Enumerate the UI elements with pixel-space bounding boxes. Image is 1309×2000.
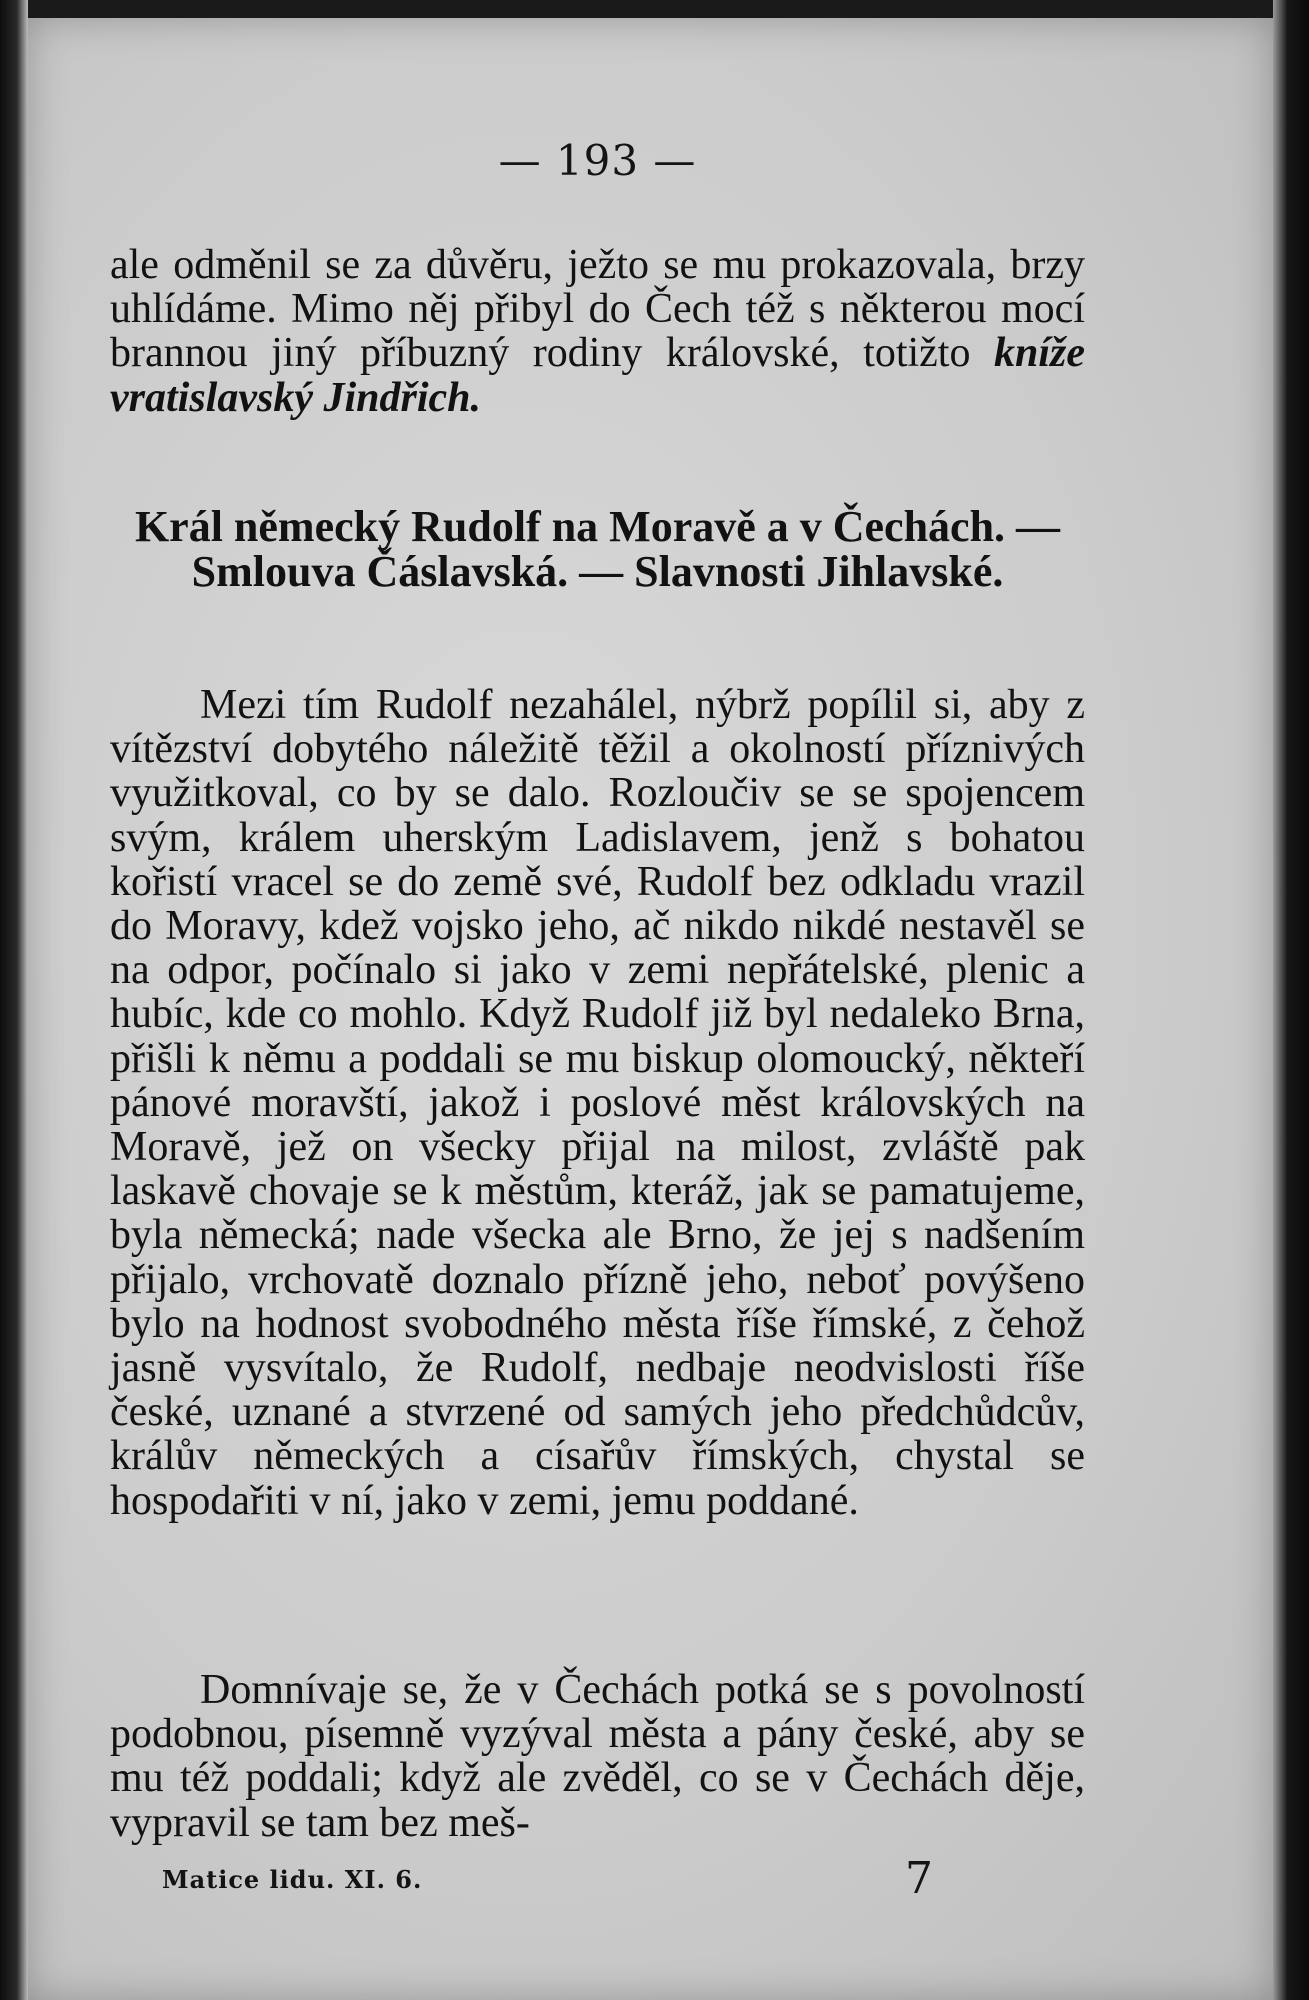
chapter-heading: Král německý Rudolf na Moravě a v Čechách. — Smlouva Čáslavská. — Slavnosti Jihlavské. xyxy=(134,502,1061,596)
page-number: — 193 — xyxy=(498,136,697,185)
footer-signature: Matice lidu. XI. 6. xyxy=(162,1865,423,1894)
paragraph-intro-text: ale odměnil se za důvěru, ježto se mu prokazovala, brzy uhlídáme. Mimo něj přibyl do Čech též s některou mocí brannou jiný příbuzný rodiny královské, totižto xyxy=(110,242,1085,377)
paragraph-intro xyxy=(110,243,1085,420)
paragraph-body: Mezi tím Rudolf nezahálel, nýbrž popílil si, aby z vítězství dobytého náležitě těžil a okolností příznivých využitkoval, co by se dalo. Rozloučiv se se spojencem svým, králem uherským Ladislavem, jenž s bohatou kořistí vracel se do země své, Rudolf bez odkladu vrazil do Moravy, kdež vojsko jeho, ač nikdo nikdé nestavěl se na odpor, počínalo si jako v zemi nepřátelské, plenic a hubíc, kde co mohlo. Když Rudolf již byl nedaleko Brna, přišli k němu a poddali se mu biskup olomoucký, někteří pánové moravští, jakož i poslové měst královských na Moravě, jež on všecky přijal na milost, zvláště pak laskavě chovaje se k městům, kteráž, jak se pamatujeme, byla německá; nade všecka ale Brno, že jej s nadšením přijalo, vrchovatě doznalo přízně jeho, neboť povýšeno bylo na hodnost svobodného města říše římské, z čehož jasně vysvítalo, že Rudolf, nedbaje neodvislosti říše české, uznané a stvrzené od samých jeho předchůdcův, králův německých a císařův římských, chystal se hospodařiti v ní, jako v zemi, jemu poddané. xyxy=(110,682,1085,1524)
book-spine-shadow xyxy=(0,0,28,2000)
paragraph-closing: Domnívaje se, že v Čechách potká se s povolností podobnou, písemně vyzýval města a pány české, aby se mu též poddali; když ale zvěděl, co se v Čechách děje, vypravil se tam bez meš- xyxy=(110,1667,1085,1846)
page-footer xyxy=(110,1853,1085,1903)
footer-sheet-number: 7 xyxy=(905,1853,933,1904)
book-page xyxy=(28,18,1273,2000)
paragraph-intro-emphasis: kníže vratislavský Jindřich. xyxy=(110,330,1085,421)
page-right-edge-shadow xyxy=(1273,0,1309,2000)
